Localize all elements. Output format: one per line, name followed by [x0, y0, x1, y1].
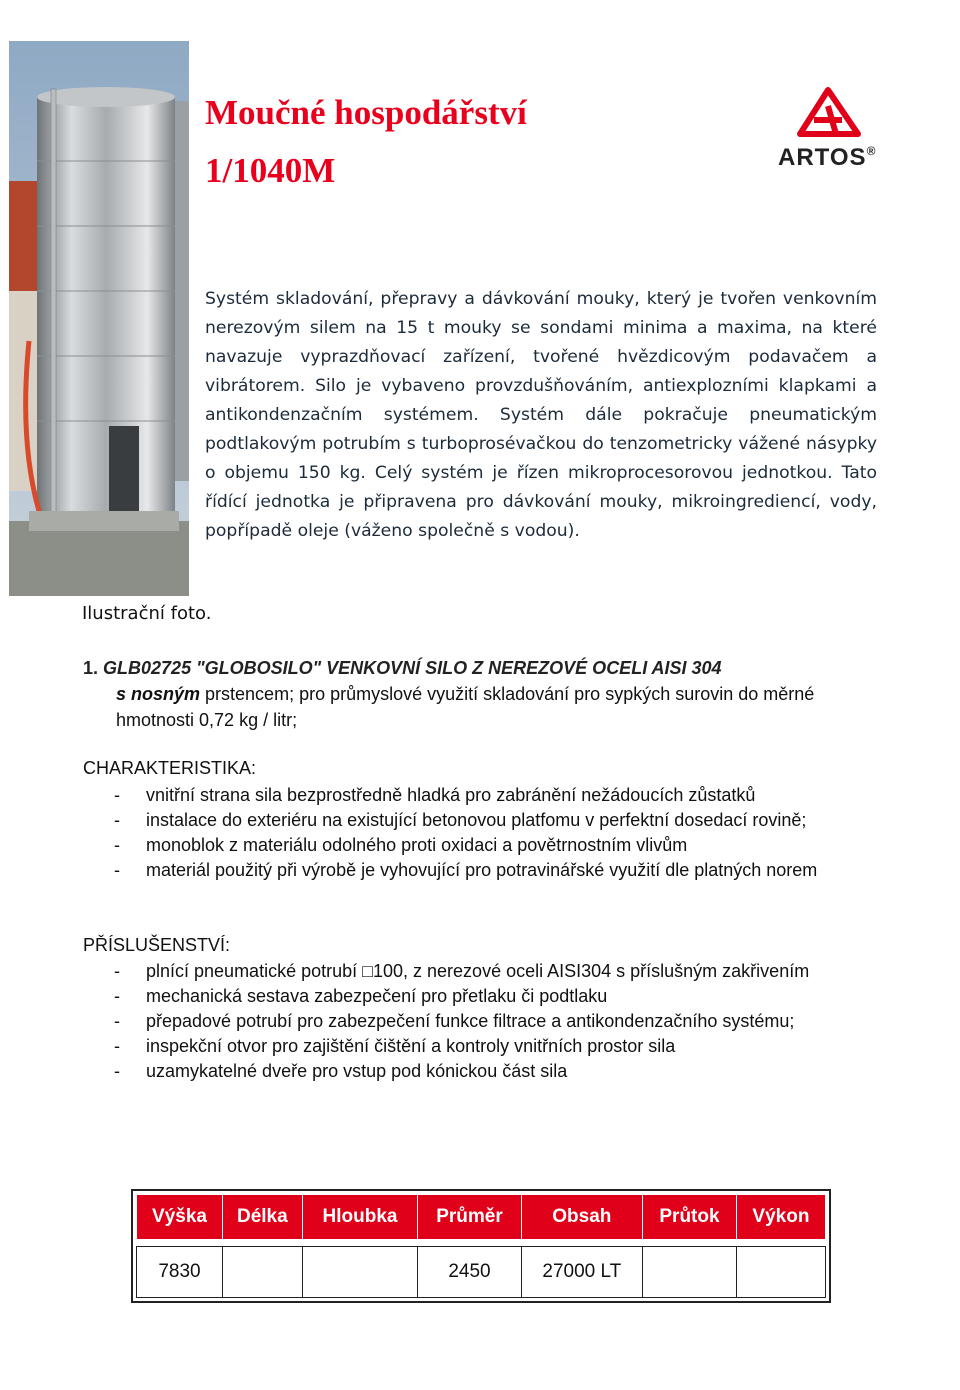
photo-caption: Ilustrační foto. [82, 603, 212, 624]
title-line-1: Moučné hospodářství [205, 93, 527, 132]
value-hloubka [302, 1247, 418, 1298]
list-item: - materiál použitý při výrobě je vyhovující pro potravinářské využití dle platných norem [114, 860, 818, 880]
item-number: 1. [83, 658, 99, 678]
specs-header-row [137, 1195, 826, 1240]
header-prutok: Průtok [643, 1195, 737, 1240]
list-item: - mechanická sestava zabezpečení pro přetlaku či podtlaku [114, 986, 608, 1006]
accessories-list [83, 959, 863, 1084]
header-delka: Délka [223, 1195, 303, 1240]
header-obsah: Obsah [521, 1195, 643, 1240]
artos-logo [770, 84, 890, 176]
list-item: - plnící pneumatické potrubí □100, z nerezové oceli AISI304 s příslušným zakřivením [114, 961, 810, 981]
item-heading [83, 655, 883, 681]
logo-wordmark [778, 144, 890, 172]
list-item: - uzamykatelné dveře pro vstup pod kónickou část sila [114, 1061, 568, 1081]
value-prutok [643, 1247, 737, 1298]
value-vyska: 7830 [137, 1247, 223, 1298]
characteristics-heading: CHARAKTERISTIKA: [83, 758, 257, 778]
value-prumer: 2450 [418, 1247, 521, 1298]
silo-photo [9, 41, 189, 596]
header-prumer: Průměr [418, 1195, 521, 1240]
header-vykon: Výkon [736, 1195, 825, 1240]
characteristics-list [83, 783, 863, 883]
specs-value-row [137, 1247, 826, 1298]
specs-table [131, 1189, 831, 1303]
list-item: - monoblok z materiálu odolného proti oxidaci a povětrnostním vlivům [114, 835, 688, 855]
item-title: GLB02725 "GLOBOSILO" VENKOVNÍ SILO Z NEREZOVÉ OCELI AISI 304 [103, 658, 722, 678]
item-description [83, 681, 883, 733]
value-delka [223, 1247, 303, 1298]
value-vykon [736, 1247, 825, 1298]
product-item [83, 655, 883, 733]
intro-paragraph: Systém skladování, přepravy a dávkování mouky, který je tvořen venkovním nerezovým silem na 15 t mouky se sondami minima a maxima, na které navazuje vyprazdňovací zařízení, tvořené hvězdicovým podavačem a vibrátorem. Silo je vybaveno provzdušňováním, antiexplozními klapkami a antikondenzačním systémem. Systém dále pokračuje pneumatickým podtlakovým potrubím s turboprosévačkou do tenzometricky vážené násypky o objemu 150 kg. Celý systém je řízen mikroprocesorovou jednotkou. Tato řídící jednotka je připravena pro dávkování mouky, mikroingrediencí, vody, popřípadě oleje (váženo společně s vodou). [205, 289, 877, 541]
page-title [205, 84, 527, 200]
header-hloubka: Hloubka [302, 1195, 418, 1240]
item-lead: s nosným [116, 684, 201, 704]
header-vyska: Výška [137, 1195, 223, 1240]
list-item: - inspekční otvor pro zajištění čištění a kontroly vnitřních prostor sila [114, 1036, 676, 1056]
logo-text: ARTOS [778, 144, 867, 171]
list-item: - instalace do exteriéru na existující betonovou platfomu v perfektní dosedací rovině; [114, 810, 807, 830]
item-body-text: prstencem; pro průmyslové využití skladování pro sypkých surovin do měrné hmotnosti 0,72 kg / litr; [116, 684, 815, 730]
list-item: - přepadové potrubí pro zabezpečení funkce filtrace a antikondenzačního systému; [114, 1011, 795, 1031]
silo-illustration [9, 41, 189, 596]
artos-logo-mark-icon [770, 84, 890, 144]
logo-registered-mark: ® [866, 144, 877, 158]
list-item: - vnitřní strana sila bezprostředně hladká pro zabránění nežádoucích zůstatků [114, 785, 756, 805]
title-line-2: 1/1040M [205, 151, 336, 190]
accessories-heading: PŘÍSLUŠENSTVÍ: [83, 935, 231, 955]
value-obsah: 27000 LT [521, 1247, 643, 1298]
